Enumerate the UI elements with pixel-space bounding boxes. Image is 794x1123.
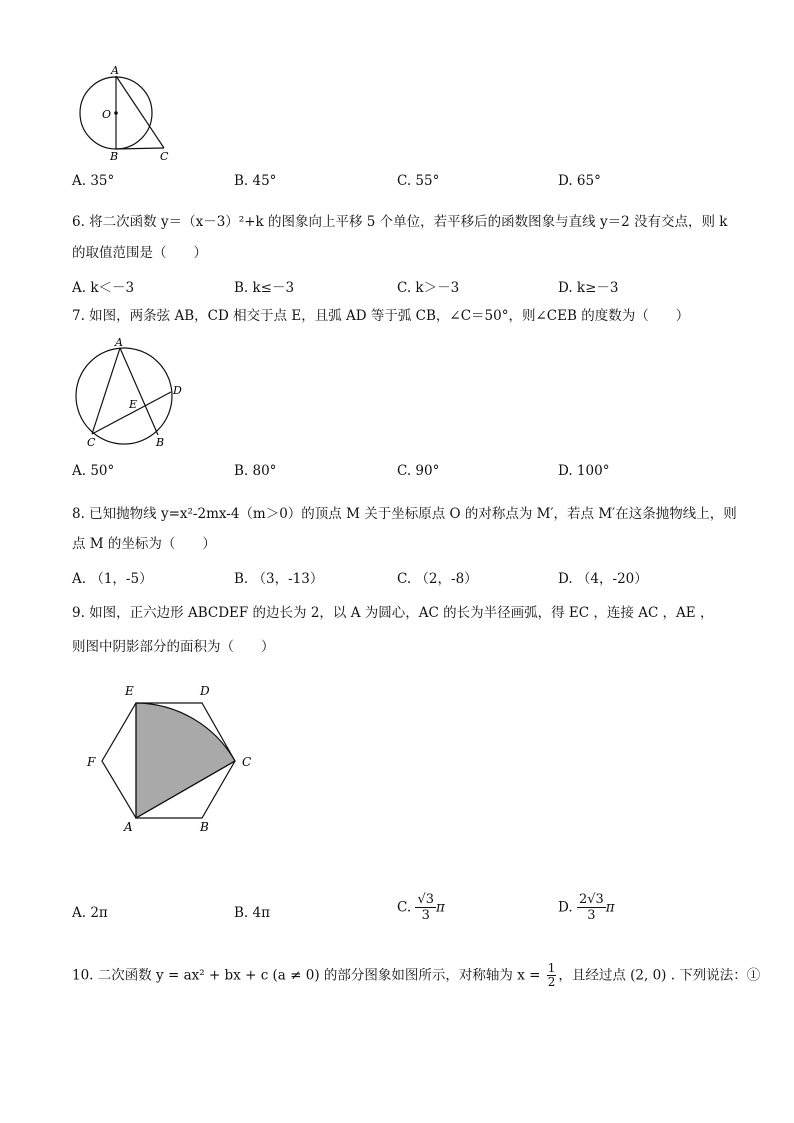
q8-stem-line1: 8. 已知抛物线 y=x²-2mx-4（m＞0）的顶点 M 关于坐标原点 O 的对称点为 M′，若点 M′在这条抛物线上，则 bbox=[72, 506, 737, 522]
q10-text-part1: 10. 二次函数 y = ax² + bx + c (a ≠ 0) 的部分图象如图所示，对称轴为 x = bbox=[72, 967, 541, 984]
q9-stem-line2: 则图中阴影部分的面积为（ ） bbox=[72, 639, 275, 655]
q7-circle bbox=[76, 348, 172, 444]
q10-stem-line1 bbox=[72, 960, 760, 991]
q9-label-f: F bbox=[87, 755, 96, 769]
q7-label-a: A bbox=[115, 336, 123, 349]
q9-option-c-prefix: C. bbox=[397, 899, 412, 916]
q5-label-a: A bbox=[111, 64, 119, 77]
q9-option-b: B. 4π bbox=[234, 905, 270, 921]
q7-stem-line1: 7. 如图，两条弦 AB，CD 相交于点 E，且弧 AD 等于弧 CB，∠C＝50°，则∠CEB 的度数为（ ） bbox=[72, 308, 690, 324]
q10-fraction-denominator: 2 bbox=[547, 975, 556, 989]
q8-stem-line2: 点 M 的坐标为（ ） bbox=[72, 536, 216, 552]
q7-option-a: A. 50° bbox=[72, 463, 115, 479]
q6-option-d: D. k≥－3 bbox=[558, 280, 619, 296]
q7-chord-ab bbox=[120, 348, 158, 435]
q10-text-part2: ，且经过点 (2, 0) . 下列说法：① bbox=[558, 967, 761, 984]
q9-figure bbox=[80, 678, 270, 838]
q9-option-c-denominator: 3 bbox=[421, 908, 430, 923]
q5-label-o: O bbox=[102, 108, 112, 121]
q6-option-a: A. k＜－3 bbox=[72, 280, 135, 296]
q9-option-c bbox=[397, 892, 445, 923]
q9-shaded-sector bbox=[136, 703, 235, 818]
q7-option-b: B. 80° bbox=[234, 463, 277, 479]
q5-label-c: C bbox=[160, 150, 169, 163]
q9-option-c-fraction bbox=[415, 892, 436, 923]
q9-option-d-fraction bbox=[577, 892, 606, 923]
q9-option-d-prefix: D. bbox=[558, 899, 573, 916]
q5-option-d: D. 65° bbox=[558, 173, 601, 189]
q5-center-dot bbox=[114, 111, 118, 115]
q9-label-b: B bbox=[200, 820, 209, 834]
q9-label-a: A bbox=[124, 820, 133, 834]
q7-option-d: D. 100° bbox=[558, 463, 610, 479]
q9-label-e: E bbox=[125, 684, 134, 698]
q6-option-b: B. k≤－3 bbox=[234, 280, 295, 296]
q9-option-d-pi: π bbox=[605, 899, 615, 916]
q9-stem-line1: 9. 如图，正六边形 ABCDEF 的边长为 2，以 A 为圆心，AC 的长为半径画弧，得 EC ，连接 AC ，AE ， bbox=[72, 605, 714, 621]
q8-option-c: C. （2，-8） bbox=[397, 571, 478, 587]
q9-option-d-denominator: 3 bbox=[587, 908, 596, 923]
q6-stem-line1: 6. 将二次函数 y＝（x－3）²+k 的图象向上平移 5 个单位，若平移后的函数图象与直线 y＝2 没有交点，则 k bbox=[72, 214, 728, 230]
q9-option-a: A. 2π bbox=[72, 905, 108, 921]
q7-label-e: E bbox=[129, 398, 138, 411]
q5-option-b: B. 45° bbox=[234, 173, 277, 189]
q8-option-a: A. （1，-5） bbox=[72, 571, 153, 587]
q7-label-c: C bbox=[87, 436, 96, 449]
q9-option-d bbox=[558, 892, 615, 923]
q7-label-b: B bbox=[156, 436, 165, 449]
q10-fraction-numerator: 1 bbox=[547, 961, 556, 975]
q8-option-b: B. （3，-13） bbox=[234, 571, 324, 587]
q5-option-a: A. 35° bbox=[72, 173, 115, 189]
q6-stem-line2: 的取值范围是（ ） bbox=[72, 245, 207, 261]
q9-option-c-numerator: √3 bbox=[417, 892, 434, 907]
q7-option-c: C. 90° bbox=[397, 463, 440, 479]
q7-label-d: D bbox=[173, 384, 182, 397]
q9-label-c: C bbox=[242, 755, 252, 769]
q5-label-b: B bbox=[110, 150, 119, 163]
q6-option-c: C. k＞－3 bbox=[397, 280, 460, 296]
q9-option-c-pi: π bbox=[436, 899, 445, 916]
q9-label-d: D bbox=[200, 684, 210, 698]
q10-axis-fraction bbox=[547, 962, 557, 989]
q9-option-d-numerator: 2√3 bbox=[578, 892, 604, 907]
q7-figure bbox=[72, 334, 192, 452]
q5-option-c: C. 55° bbox=[397, 173, 440, 189]
q5-figure bbox=[70, 62, 180, 166]
q8-option-d: D. （4，-20） bbox=[558, 571, 648, 587]
